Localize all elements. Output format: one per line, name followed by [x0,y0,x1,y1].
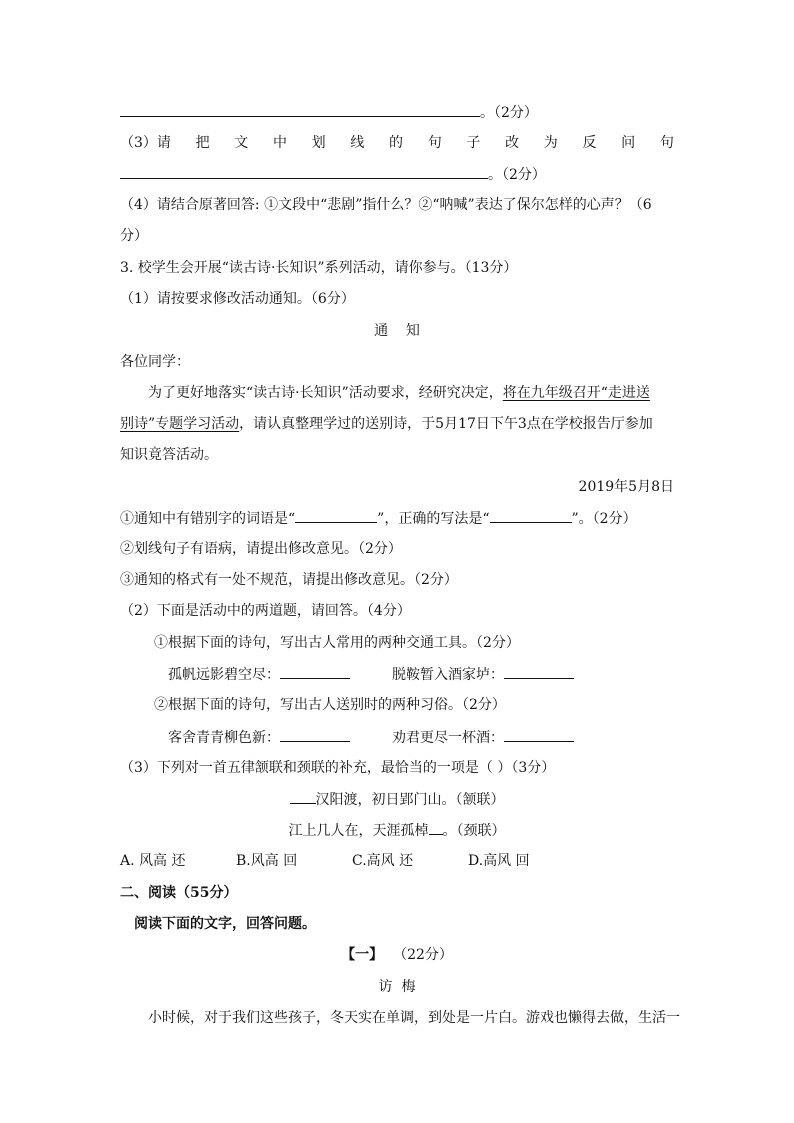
sub-question-2: ②划线句子有语病，请提出修改意见。（2分） [120,541,402,557]
prompt-char: 反 [582,135,597,151]
notice-body-text: ，请认真整理学过的送别诗，于5月17日下午3点在学校报告厅参加 [239,416,653,432]
option-d[interactable]: D.高风 回 [468,853,530,869]
prompt-char: 句 [427,135,442,151]
score-text: 。（2分） [488,167,546,183]
section-2-title: 二、阅读（55分） [120,885,238,901]
article-paragraph-line: 小时候，对于我们这些孩子，冬天实在单调，到处是一片白。游戏也懒得去做，生活一 [148,1010,680,1026]
prompt-char: （3）请 [120,135,171,151]
question-3-4-line2: 分） [120,228,148,244]
prompt-char: 子 [466,135,481,151]
part-2-q2: ②根据下面的诗句，写出古人送别时的两种习俗。（2分） [154,697,506,713]
reading-part-header [120,945,674,965]
answer-blank[interactable] [295,508,377,523]
part-2-q1: ①根据下面的诗句，写出古人常用的两种交通工具。（2分） [154,635,520,651]
question-3-4-line1: （4）请结合原著回答: ①文段中“悲剧”指什么？②“呐喊”表达了保尔怎样的心声？（6 [120,197,652,213]
poem-line: 劝君更尽一杯酒： [392,730,504,746]
answer-blank[interactable] [280,727,350,742]
answer-blank[interactable] [429,820,443,835]
question-3-part1: （1）请按要求修改活动通知。（6分） [120,291,355,307]
option-a[interactable]: A. 风高 还 [120,853,186,869]
sub-question-3: ③通知的格式有一处不规范，请提出修改意见。（2分） [120,572,458,588]
part-3-couplet-2 [120,820,674,841]
notice-title-text: 通 知 [374,323,420,339]
notice-body-text: 为了更好地落实“读古诗·长知识”活动要求，经研究决定， [148,385,503,401]
prompt-char: 线 [350,135,365,151]
article-title [120,977,674,997]
prompt-char: 划 [311,135,326,151]
underlined-sentence: 将在九年级召开“走进送 [502,385,650,401]
prompt-char: 把 [195,135,210,151]
part-2-q2-poems [120,727,674,748]
sub-question-1 [120,508,674,529]
answer-blank[interactable] [290,789,316,804]
option-c[interactable]: C.高风 还 [352,853,414,869]
notice-body-line2 [120,414,674,434]
notice-date: 2019年5月8日 [578,479,674,495]
answer-blank[interactable] [504,664,574,679]
answer-blank[interactable] [120,102,480,117]
poem-line: 客舍青青柳色新： [168,730,280,746]
prompt-char: 为 [543,135,558,151]
prompt-char: 句 [659,135,674,151]
notice-title [120,321,674,341]
couplet-text: 江上几人在，天涯孤棹 [288,823,429,839]
score-text: 。（2分） [480,105,538,121]
prompt-char: 改 [505,135,520,151]
prompt-char: 问 [621,135,636,151]
answer-line-q3-3 [120,164,674,185]
section-2-instruction: 阅读下面的文字，回答问题。 [134,916,316,932]
sub-question-text: ①通知中有错别字的词语是“ [120,511,296,527]
part-3-couplet-1 [120,789,674,810]
answer-blank[interactable] [280,664,350,679]
notice-greeting: 各位同学： [120,354,190,370]
notice-body-line1 [120,383,674,403]
part-2-title: （2）下面是活动中的两道题，请回答。（4分） [120,603,411,619]
underlined-sentence: 别诗”专题学习活动 [120,416,240,432]
poem-line: 孤帆远影碧空尽： [168,667,280,683]
answer-blank[interactable] [120,164,488,179]
prompt-char: 文 [234,135,249,151]
part-score: （22分） [393,947,453,963]
article-title-text: 访 梅 [378,979,416,995]
poem-line: 脱鞍暂入酒家垆： [392,667,504,683]
answer-blank[interactable] [490,508,572,523]
couplet-text: 汉阳渡，初日郢门山。（颔联） [315,792,505,808]
option-b[interactable]: B.风高 回 [236,853,298,869]
notice-body-line3: 知识竟答活动。 [120,447,218,463]
part-3-title: （3）下列对一首五律颔联和颈联的补充，最恰当的一项是（ ）（3分） [120,760,556,776]
prompt-char: 中 [272,135,287,151]
part-2-q1-poems [120,664,674,685]
prompt-char: 的 [389,135,404,151]
sub-question-text: ”。（2分） [571,511,637,527]
sub-question-text: ”，正确的写法是“ [377,511,490,527]
part-label: 【一】 [341,947,384,963]
question-3-title: 3. 校学生会开展“读古诗·长知识”系列活动，请你参与。（13分） [120,260,518,276]
question-3-3-prompt [120,133,674,153]
answer-line-q2 [120,102,674,123]
answer-blank[interactable] [504,727,574,742]
couplet-text: 。（颈联） [442,823,506,839]
part-3-options [120,851,674,871]
